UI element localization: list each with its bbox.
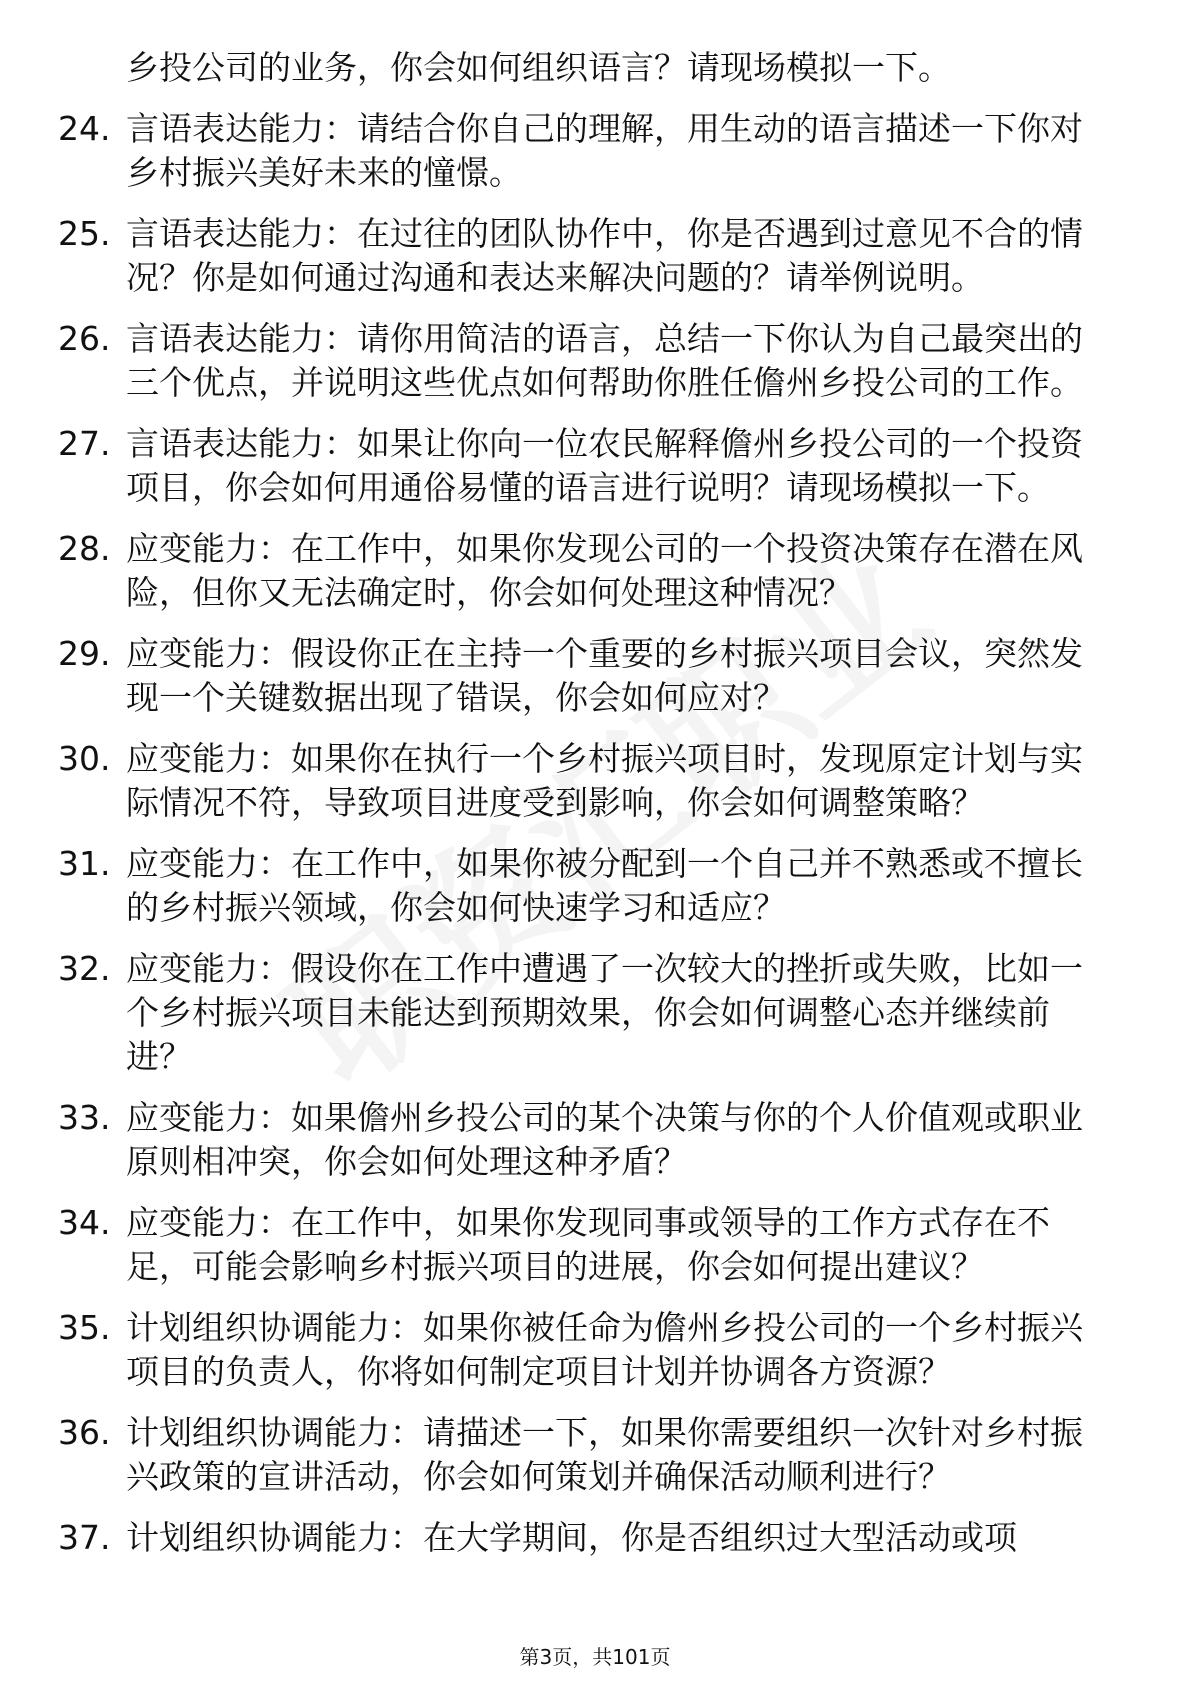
question-item — [58, 1516, 1098, 1560]
question-number: 31. — [58, 844, 111, 883]
question-number: 25. — [58, 214, 111, 253]
question-number: 27. — [58, 424, 111, 463]
question-number: 37. — [58, 1518, 111, 1557]
question-list — [58, 46, 1098, 1577]
question-number: 35. — [58, 1308, 111, 1347]
question-item — [58, 1306, 1098, 1394]
question-number: 24. — [58, 109, 111, 148]
question-text: 言语表达能力：在过往的团队协作中，你是否遇到过意见不合的情况？你是如何通过沟通和表达来解决问题的？请举例说明。 — [126, 214, 1083, 297]
question-number: 29. — [58, 634, 111, 673]
question-number: 28. — [58, 529, 111, 568]
question-item — [58, 632, 1098, 720]
question-text: 应变能力：如果儋州乡投公司的某个决策与你的个人价值观或职业原则相冲突，你会如何处理这种矛盾？ — [126, 1098, 1083, 1181]
question-number: 32. — [58, 949, 111, 988]
question-text: 应变能力：在工作中，如果你发现同事或领导的工作方式存在不足，可能会影响乡村振兴项目的进展，你会如何提出建议？ — [126, 1203, 1050, 1286]
question-number: 36. — [58, 1413, 111, 1452]
question-item — [58, 947, 1098, 1079]
question-text: 应变能力：假设你在工作中遭遇了一次较大的挫折或失败，比如一个乡村振兴项目未能达到预期效果，你会如何调整心态并继续前进？ — [126, 949, 1083, 1076]
question-text: 应变能力：在工作中，如果你被分配到一个自己并不熟悉或不擅长的乡村振兴领域，你会如何快速学习和适应？ — [126, 844, 1083, 927]
question-item — [58, 842, 1098, 930]
page-footer: 第3页，共101页 — [519, 1645, 671, 1669]
continued-question-text: 乡投公司的业务，你会如何组织语言？请现场模拟一下。 — [126, 48, 951, 87]
question-number: 30. — [58, 739, 111, 778]
question-number: 33. — [58, 1098, 111, 1137]
question-number: 34. — [58, 1203, 111, 1242]
question-item — [58, 1201, 1098, 1289]
question-text: 计划组织协调能力：请描述一下，如果你需要组织一次针对乡村振兴政策的宣讲活动，你会如何策划并确保活动顺利进行？ — [126, 1413, 1083, 1496]
question-item — [58, 527, 1098, 615]
question-item — [58, 212, 1098, 300]
question-text: 言语表达能力：请你用简洁的语言，总结一下你认为自己最突出的三个优点，并说明这些优点如何帮助你胜任儋州乡投公司的工作。 — [126, 319, 1083, 402]
question-text: 言语表达能力：请结合你自己的理解，用生动的语言描述一下你对乡村振兴美好未来的憧憬。 — [126, 109, 1083, 192]
question-item — [58, 317, 1098, 405]
question-item — [58, 422, 1098, 510]
question-text: 言语表达能力：如果让你向一位农民解释儋州乡投公司的一个投资项目，你会如何用通俗易懂的语言进行说明？请现场模拟一下。 — [126, 424, 1083, 507]
question-text: 应变能力：在工作中，如果你发现公司的一个投资决策存在潜在风险，但你又无法确定时，你会如何处理这种情况？ — [126, 529, 1083, 612]
question-text: 计划组织协调能力：在大学期间，你是否组织过大型活动或项 — [126, 1518, 1017, 1557]
question-item — [58, 1096, 1098, 1184]
question-item — [58, 1411, 1098, 1499]
question-text: 应变能力：如果你在执行一个乡村振兴项目时，发现原定计划与实际情况不符，导致项目进度受到影响，你会如何调整策略？ — [126, 739, 1083, 822]
question-text: 应变能力：假设你正在主持一个重要的乡村振兴项目会议，突然发现一个关键数据出现了错误，你会如何应对？ — [126, 634, 1083, 717]
question-number: 26. — [58, 319, 111, 358]
question-text: 计划组织协调能力：如果你被任命为儋州乡投公司的一个乡村振兴项目的负责人，你将如何制定项目计划并协调各方资源？ — [126, 1308, 1083, 1391]
question-item — [58, 107, 1098, 195]
question-item — [58, 737, 1098, 825]
